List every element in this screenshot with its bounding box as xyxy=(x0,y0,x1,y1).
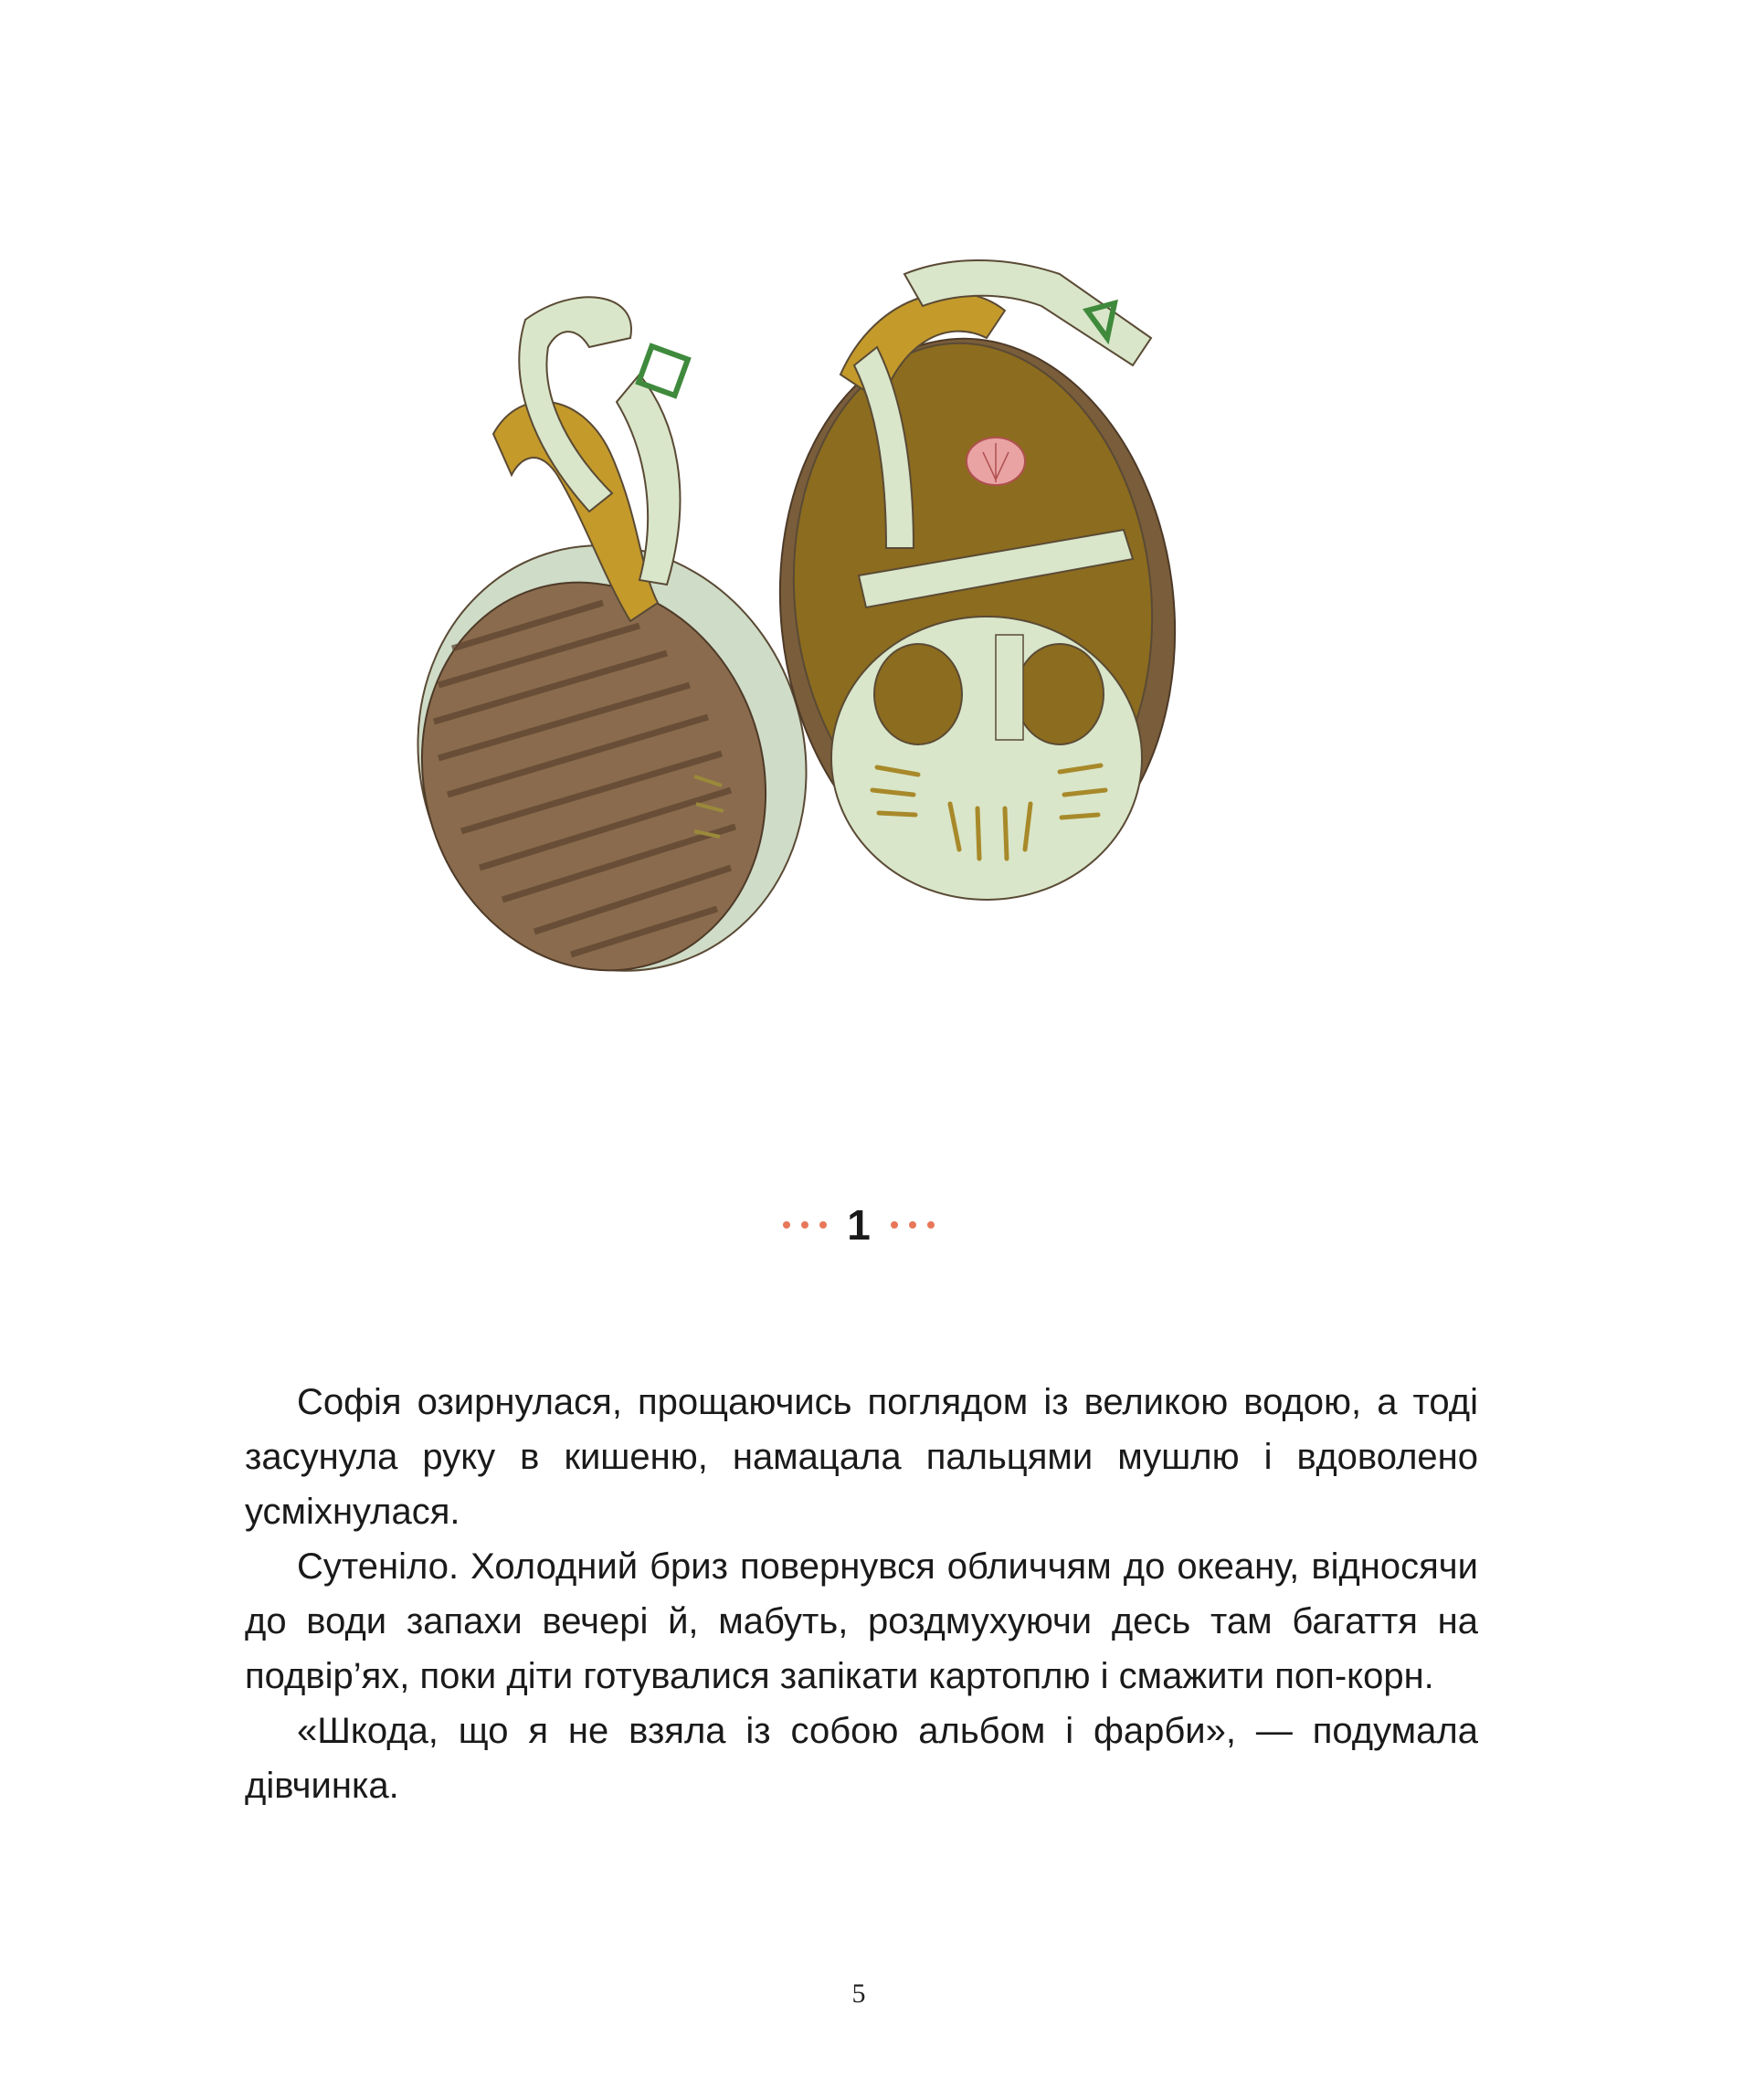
ornament-dots-right xyxy=(891,1221,935,1229)
paragraph: Сутеніло. Холодний бриз повернувся обличчям до океану, відносячи до води запахи вечері й, мабуть, роздмухуючи десь там багаття на подвір’ях, поки діти готувалися запікати картоплю і смажити поп-корн. xyxy=(245,1546,1478,1696)
chapter-heading xyxy=(0,1201,1717,1249)
right-sandal xyxy=(754,260,1201,905)
body-text xyxy=(245,1375,1478,1813)
paragraph: «Шкода, що я не взяла із собою альбом і фарби», — подумала дівчинка. xyxy=(245,1711,1478,1806)
sandals-illustration xyxy=(365,219,1288,1032)
ornament-dot xyxy=(819,1221,827,1229)
page-number: 5 xyxy=(851,1979,866,2009)
ornament-dot xyxy=(783,1221,790,1229)
ornament-dot xyxy=(927,1221,935,1229)
ornament-dots-left xyxy=(783,1221,827,1229)
ornament-dot xyxy=(909,1221,916,1229)
sandals-icon xyxy=(365,219,1288,1032)
paragraph: Софія озирнулася, прощаючись поглядом із великою водою, а тоді засунула руку в кишеню, намацала пальцями мушлю і вдоволено усміхнулася. xyxy=(245,1382,1478,1532)
ornament-dot xyxy=(891,1221,898,1229)
ornament-dot xyxy=(801,1221,808,1229)
chapter-number: 1 xyxy=(847,1201,871,1249)
